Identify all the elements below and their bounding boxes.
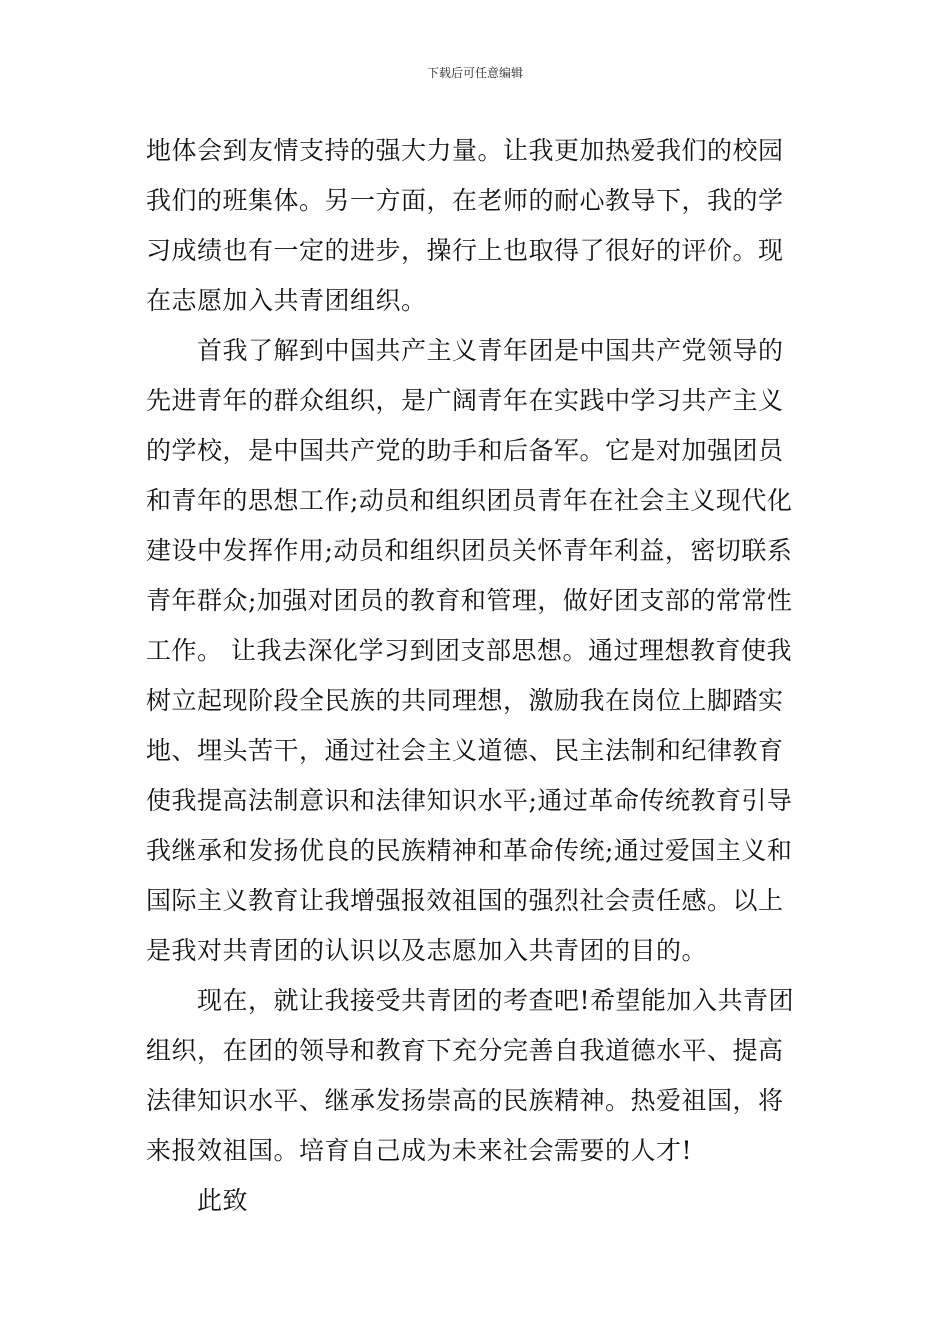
body-line: 习成绩也有一定的进步，操行上也取得了很好的评价。现: [146, 236, 784, 265]
body-line: 组织，在团的领导和教育下充分完善自我道德水平、提高: [146, 1036, 784, 1065]
body-line: 法律知识水平、继承发扬崇高的民族精神。热爱祖国，将: [146, 1086, 784, 1115]
page-header: 下载后可任意编辑: [426, 66, 523, 80]
body-line: 的学校，是中国共产党的助手和后备军。它是对加强团员: [146, 436, 784, 465]
body-line: 来报效祖国。培育自己成为未来社会需要的人才!: [146, 1136, 693, 1165]
body-line: 在志愿加入共青团组织。: [146, 286, 427, 315]
body-line: 建设中发挥作用;动员和组织团员关怀青年利益，密切联系: [146, 536, 793, 565]
letter-body: [146, 126, 810, 1226]
body-line: 我继承和发扬优良的民族精神和革命传统;通过爱国主义和: [146, 836, 793, 865]
body-line: 先进青年的群众组织，是广阔青年在实践中学习共产主义: [146, 386, 784, 415]
body-line: 树立起现阶段全民族的共同理想，激励我在岗位上脚踏实: [146, 686, 784, 715]
body-line: 地体会到友情支持的强大力量。让我更加热爱我们的校园: [146, 136, 784, 165]
body-line: 青年群众;加强对团员的教育和管理，做好团支部的常常性: [146, 586, 793, 615]
body-line: 和青年的思想工作;动员和组织团员青年在社会主义现代化: [146, 486, 793, 515]
body-line: 我们的班集体。另一方面，在老师的耐心教导下，我的学: [146, 186, 784, 215]
body-line: 地、埋头苦干，通过社会主义道德、民主法制和纪律教育: [146, 736, 784, 765]
body-line: 此致: [146, 1186, 249, 1215]
body-line: 现在，就让我接受共青团的考查吧!希望能加入共青团: [146, 986, 795, 1015]
body-line: 工作。 让我去深化学习到团支部思想。通过理想教育使我: [146, 636, 792, 665]
body-line: 是我对共青团的认识以及志愿加入共青团的目的。: [146, 936, 708, 965]
body-line: 使我提高法制意识和法律知识水平;通过革命传统教育引导: [146, 786, 793, 815]
body-line: 首我了解到中国共产主义青年团是中国共产党领导的: [146, 336, 784, 365]
body-line: 国际主义教育让我增强报效祖国的强烈社会责任感。以上: [146, 886, 784, 915]
